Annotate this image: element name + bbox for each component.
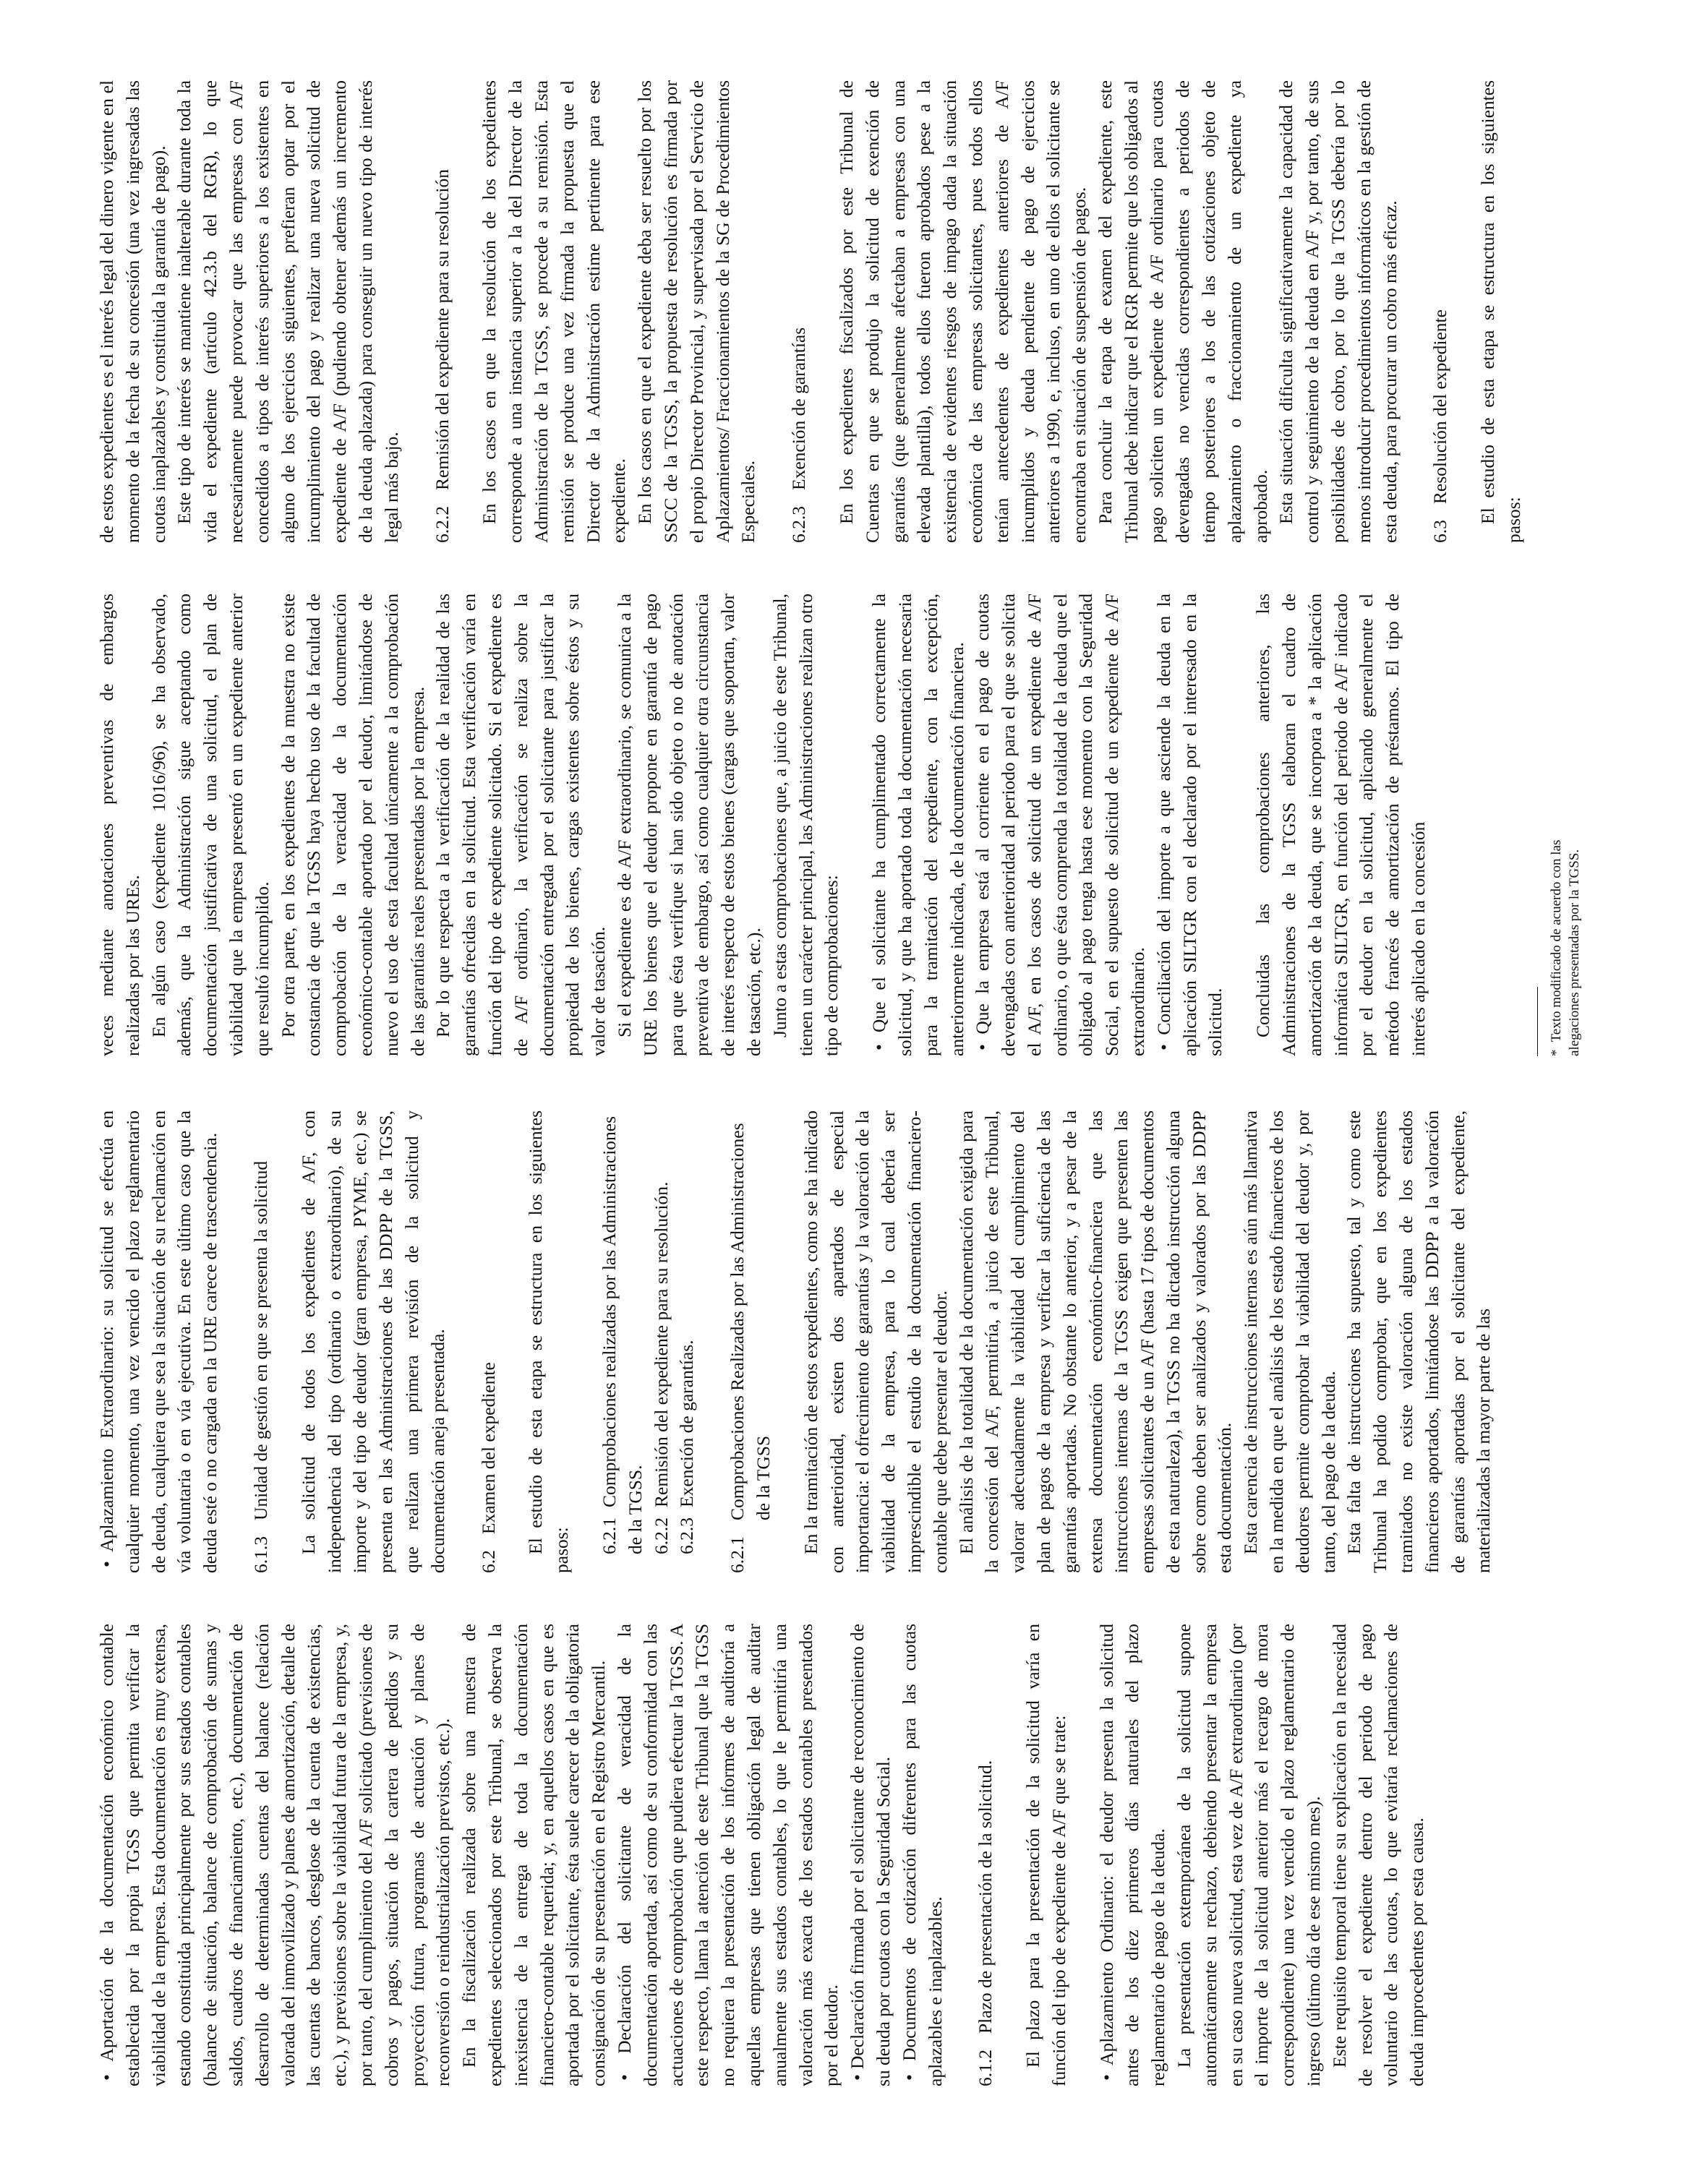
bullet-paragraph: • Documentos de cotización diferentes para las cuotas aplazables e inaplazables.	[898, 1624, 946, 2086]
paragraph: La presentación extemporánea de la solicitud supone automáticamente su rechazo, debiendo presentar la empresa en su caso nueva solicitud, esta vez de A/F extraordinario (por el importe de la solicitud anterior más el recargo de mora correspondiente) una vez vencido el plazo reglamentario de ingreso (último día de ese mismo mes).	[1173, 1624, 1325, 2086]
section-number: 6.2	[477, 1550, 499, 1573]
footnote-mark: *	[1549, 1049, 1564, 1056]
paragraph: Por lo que respecta a la verificación de la realidad de las garantías ofrecidas en la solicitud. Esta verificación varía en función del tipo de expediente solicitado. Si el expediente es de A/F ordinario, la verificación se realiza sobre la documentación entregada por el solicitante para justificar la propiedad de los bienes, cargas existentes sobre éstos y su valor de tasación.	[432, 594, 610, 1056]
footnote-rule	[1537, 987, 1538, 1056]
section-title: Examen del expediente	[477, 1362, 499, 1535]
paragraph: El análisis de la totalidad de la documentación exigida para la concesión del A/F, permitiría, a juicio de este Tribunal, valorar adecuadamente la viabilidad del cumplimiento del plan de pagos de la empresa y verificar la suficiencia de las garantías aportadas. No obstante lo anterior, y a pesar de la extensa documentación económico-financiera que las instrucciones internas de la TGSS exigen que presenten las empresas solicitantes de un A/F (hasta 17 tipos de documentos de esta naturaleza), la TGSS no ha dictado instrucción alguna sobre como deben ser analizados y valorados por las DDPP esta documentación.	[955, 1110, 1236, 1573]
text-column-1	[94, 1624, 1612, 2086]
section-title: Resolución del expediente	[1429, 309, 1451, 505]
paragraph: de estos expedientes es el interés legal del dinero vigente en el momento de la fecha de su concesión (una vez ingresadas las cuotas inaplazables y constituida la garantía de pago).	[96, 80, 169, 543]
outline-text: Exención de garantías.	[676, 1340, 698, 1507]
outline-text: Comprobaciones realizadas por las Administraciones de la TGSS.	[598, 1115, 646, 1554]
outline-number: 6.2.3	[676, 1517, 698, 1554]
paragraph: Esta falta de instrucciones ha supuesto, tal y como este Tribunal ha podido comprobar, que en los expedientes tramitados no existe valoración alguna de los estados financieros aportados, limitándose las DDPP a la valoración de garantías aportadas por el solicitante del expediente, materializadas la mayor parte de las	[1343, 1110, 1495, 1573]
section-heading	[1427, 80, 1453, 543]
section-title: Remisión del expediente para su resolución	[431, 169, 453, 490]
bullet-paragraph: • Aplazamiento Ordinario: el deudor presenta la solicitud antes de los diez primeros días naturales del plazo reglamentario de pago de la deuda.	[1095, 1624, 1169, 2086]
section-heading	[476, 1110, 502, 1573]
paragraph: Por otra parte, en los expedientes de la muestra no existe constancia de que la TGSS haya hecho uso de la facultad de comprobación de la veracidad de la documentación económico-contable aportado por el deudor, limitándose de nuevo el uso de esta facultad únicamente a la comprobación de las garantías reales presentadas por la empresa.	[277, 594, 428, 1056]
paragraph: veces mediante anotaciones preventivas de embargos realizadas por las UREs.	[96, 594, 143, 1056]
bullet-paragraph: • Que la empresa está al corriente en el pago de cuotas devengadas con anterioridad al periodo para el que se solicita el A/F, en los casos de solicitud de un expediente de A/F ordinario, o que ésta comprenda la totalidad de la deuda que el obligado al pago tenga hasta ese momento con la Seguridad Social, en el supuesto de solicitud de un expediente de A/F extraordinario.	[972, 594, 1149, 1056]
paragraph: Si el expediente es de A/F extraordinario, se comunica a la URE los bienes que el deudor propone en garantía de pago para que ésta verifique si han sido objeto o no de anotación preventiva de embargo, así como cualquier otra circunstancia de interés respecto de estos bienes (cargas que soportan, valor de tasación, etc.).	[613, 594, 764, 1056]
paragraph: Este requisito temporal tiene su explicación en la necesidad de resolver el expediente dentro del periodo de pago voluntario de las cuotas, lo que evitaría reclamaciones de deuda improcedentes por esta causa.	[1328, 1624, 1428, 2086]
paragraph: En la tramitación de estos expedientes, como se ha indicado con anterioridad, existen dos apartados de especial importancia: el ofrecimiento de garantías y la valoración de la viabilidad de la empresa, para lo cual debería ser imprescindible el estudio de la documentación financiero-contable que debe presentar el deudor.	[800, 1110, 951, 1573]
paragraph: En los casos en que la resolución de los expedientes corresponde a una instancia superior a la del Director de la Administración de la TGSS, se procede a su remisión. Esta remisión se produce una vez firmada la propuesta que el Director de la Administración estime pertinente para ese expediente.	[479, 80, 630, 543]
section-heading	[248, 1110, 274, 1573]
bullet-paragraph: • Aportación de la documentación económico contable establecida por la propia TGSS que permita verificar la viabilidad de la empresa. Esta documentación es muy extensa, estando constituida principalmente por sus estados contables (balance de situación, balance de comprobación de sumas y saldos, cuadros de financiamiento, etc.), documentación de desarrollo de determinadas cuentas del balance (relación valorada del inmovilizado y planes de amortización, detalle de las cuentas de bancos, desglose de la cuenta de existencias, etc.), y previsiones sobre la viabilidad futura de la empresa, y, por tanto, del cumplimiento del A/F solicitado (previsiones de cobros y pagos, situación de la cartera de pedidos y su proyección futura, programas de actuación y planes de reconversión o reindustrialización previstos, etc.).	[96, 1624, 454, 2086]
paragraph: Concluidas las comprobaciones anteriores, las Administraciones de la TGSS elaboran el cuadro de amortización de la deuda, que se incorpora a * la aplicación informática SILTGR, en función del periodo de A/F indicado por el deudor en la solicitud, aplicando generalmente el método francés de amortización de préstamos. El tipo de interés aplicado en la concesión	[1252, 594, 1429, 1056]
paragraph: En algún caso (expediente 1016/96), se ha observado, además, que la Administración sigue aceptando como documentación justificativa de una solicitud, el plan de viabilidad que la empresa presentó en un expediente anterior que resultó incumplido.	[147, 594, 273, 1056]
paragraph: Junto a estas comprobaciones que, a juicio de este Tribunal, tienen un carácter principal, las Administraciones realizan otro tipo de comprobaciones:	[769, 594, 842, 1056]
paragraph: En los casos en que el expediente deba ser resuelto por los SSCC de la TGSS, la propuesta de resolución es firmada por el propio Director Provincial, y supervisada por el Servicio de Aplazamientos/ Fraccionamientos de la SG de Procedimientos Especiales.	[634, 80, 759, 543]
outline-item	[649, 1110, 675, 1554]
text-column-2	[94, 1110, 1612, 1573]
paragraph: En la fiscalización realizada sobre una muestra de expedientes seleccionados por este Tribunal, se observa la inexistencia de la entrega de toda la documentación financiero-contable requerida; y, en aquellos casos en que es aportada por el solicitante, ésta suele carecer de la obligatoria consignación de su presentación en el Registro Mercantil.	[458, 1624, 610, 2086]
section-heading	[972, 1624, 999, 2086]
section-number: 6.1.3	[249, 1536, 271, 1573]
section-title: Exención de garantías	[788, 327, 810, 490]
section-title: Comprobaciones Realizadas por las Administraciones de la TGSS	[727, 1123, 774, 1520]
outline-number: 6.2.1	[598, 1517, 620, 1554]
section-number: 6.2.1	[727, 1536, 748, 1573]
outline-item	[597, 1110, 649, 1554]
outline-text: Remisión del expediente para su resolución.	[650, 1181, 672, 1507]
section-title: Plazo de presentación de la solicitud.	[975, 1760, 996, 2034]
spacer	[844, 594, 866, 1056]
paragraph: El plazo para la presentación de la solicitud varía en función del tipo de expediente de A/F que se trate:	[1022, 1624, 1069, 2086]
paragraph: La solicitud de todos los expedientes de A/F, con independencia del tipo (ordinario o extraordinario), de su importe y del tipo de deudor (gran empresa, PYME, etc.) se presenta en las Administraciones de las DDPP de la TGSS, que realizan una primera revisión de la solicitud y documentación aneja presentada.	[297, 1110, 448, 1573]
section-number: 6.2.3	[788, 506, 810, 543]
bullet-paragraph: • Declaración firmada por el solicitante de reconocimiento de su deuda por cuotas con la Seguridad Social.	[847, 1624, 894, 2086]
paragraph: Para concluir la etapa de examen del expediente, este Tribunal debe indicar que el RGR permite que los obligados al pago soliciten un expediente de A/F ordinario para cuotas devengadas no vencidas correspondientes a periodos de tiempo posteriores a los de las cotizaciones objeto de aplazamiento o fraccionamiento de un expediente ya aprobado.	[1094, 80, 1271, 543]
text-column-4	[94, 80, 1612, 543]
paragraph: El estudio de esta etapa se estructura en los siguientes pasos:	[525, 1110, 573, 1573]
paragraph: Esta carencia de instrucciones internas es aún más llamativa en la medida en que el análisis de los estado financieros de los deudores permite comprobar la viabilidad del deudor y, por tanto, del pago de la deuda.	[1240, 1110, 1339, 1573]
spacer	[575, 1110, 597, 1573]
section-heading	[429, 80, 456, 543]
outline-item	[674, 1110, 700, 1554]
footnote	[1547, 839, 1583, 1056]
paragraph: En los expedientes fiscalizados por este Tribunal de Cuentas en que se produjo la solicitud de exención de garantías (que generalmente afectaban a empresas con una elevada plantilla), todos ellos fueron aprobados pese a la existencia de evidentes riesgos de impago dada la situación económica de las empresas solicitantes, pues todos ellos tenían antecedentes de expedientes anteriores de A/F incumplidos y deuda pendiente de pago de ejercicios anteriores a 1990, e, incluso, en uno de ellos el solicitante se encontraba en situación de suspensión de pagos.	[835, 80, 1090, 543]
section-heading	[724, 1110, 777, 1573]
paragraph: Este tipo de interés se mantiene inalterable durante toda la vida el expediente (artículo 42.3.b del RGR), lo que necesariamente puede provocar que las empresas con A/F concedidos a tipos de interés superiores a los existentes en alguno de los ejercicios siguientes, prefieran optar por el incumplimiento del pago y realizar una nueva solicitud de expediente de A/F (pudiendo obtener además un incremento de la deuda aplazada) para conseguir un nuevo tipo de interés legal más bajo.	[174, 80, 402, 543]
section-number: 6.2.2	[431, 506, 453, 543]
bullet-paragraph: • Declaración del solicitante de veracidad de la documentación aportada, así como de su conformidad con las actuaciones de comprobación que pudiera efectuar la TGSS. A este respecto, llama la atención de este Tribunal que la TGSS no requiera la presentación de los informes de auditoría a aquellas empresas que tienen obligación legal de auditar anualmente sus estados contables, lo que le permitiría una valoración más exacta de los estados contables presentados por el deudor.	[613, 1624, 842, 2086]
section-heading	[786, 80, 812, 543]
paragraph: Esta situación dificulta significativamente la capacidad de control y seguimiento de la deuda en A/F y, por tanto, de sus posibilidades de cobro, por lo que la TGSS debería por lo menos introducir procedimientos informáticos en la gestión de esta deuda, para procurar un cobro más eficaz.	[1275, 80, 1401, 543]
section-title: Unidad de gestión en que se presenta la solicitud	[249, 1160, 271, 1520]
outline-number: 6.2.2	[650, 1517, 672, 1554]
bullet-paragraph: • Conciliación del importe a que asciende la deuda en la aplicación SILTGR con el declarado por el interesado en la solicitud.	[1153, 594, 1226, 1056]
footnote-text: Texto modificado de acuerdo con las alegaciones presentadas por la TGSS.	[1549, 839, 1582, 1056]
spacer	[1228, 594, 1250, 1056]
paragraph: El estudio de esta etapa se estructura en los siguientes pasos:	[1477, 80, 1525, 543]
bullet-paragraph: • Aplazamiento Extraordinario: su solicitud se efectúa en cualquier momento, una vez vencido el plazo reglamentario de deuda, cualquiera que sea la situación de su reclamación en vía voluntaria o en vía ejecutiva. En este último caso que la deuda esté o no cargada en la URE carece de trascendencia.	[96, 1110, 221, 1573]
section-number: 6.1.2	[975, 2050, 996, 2086]
text-column-3	[94, 594, 1612, 1056]
spacer	[1072, 1624, 1094, 2086]
section-number: 6.3	[1429, 520, 1451, 543]
bullet-paragraph: • Que el solicitante ha cumplimentado correctamente la solicitud, y que ha aportado toda la documentación necesaria para la tramitación del expediente, con la excepción, anteriormente indicada, de la documentación financiera.	[868, 594, 967, 1056]
